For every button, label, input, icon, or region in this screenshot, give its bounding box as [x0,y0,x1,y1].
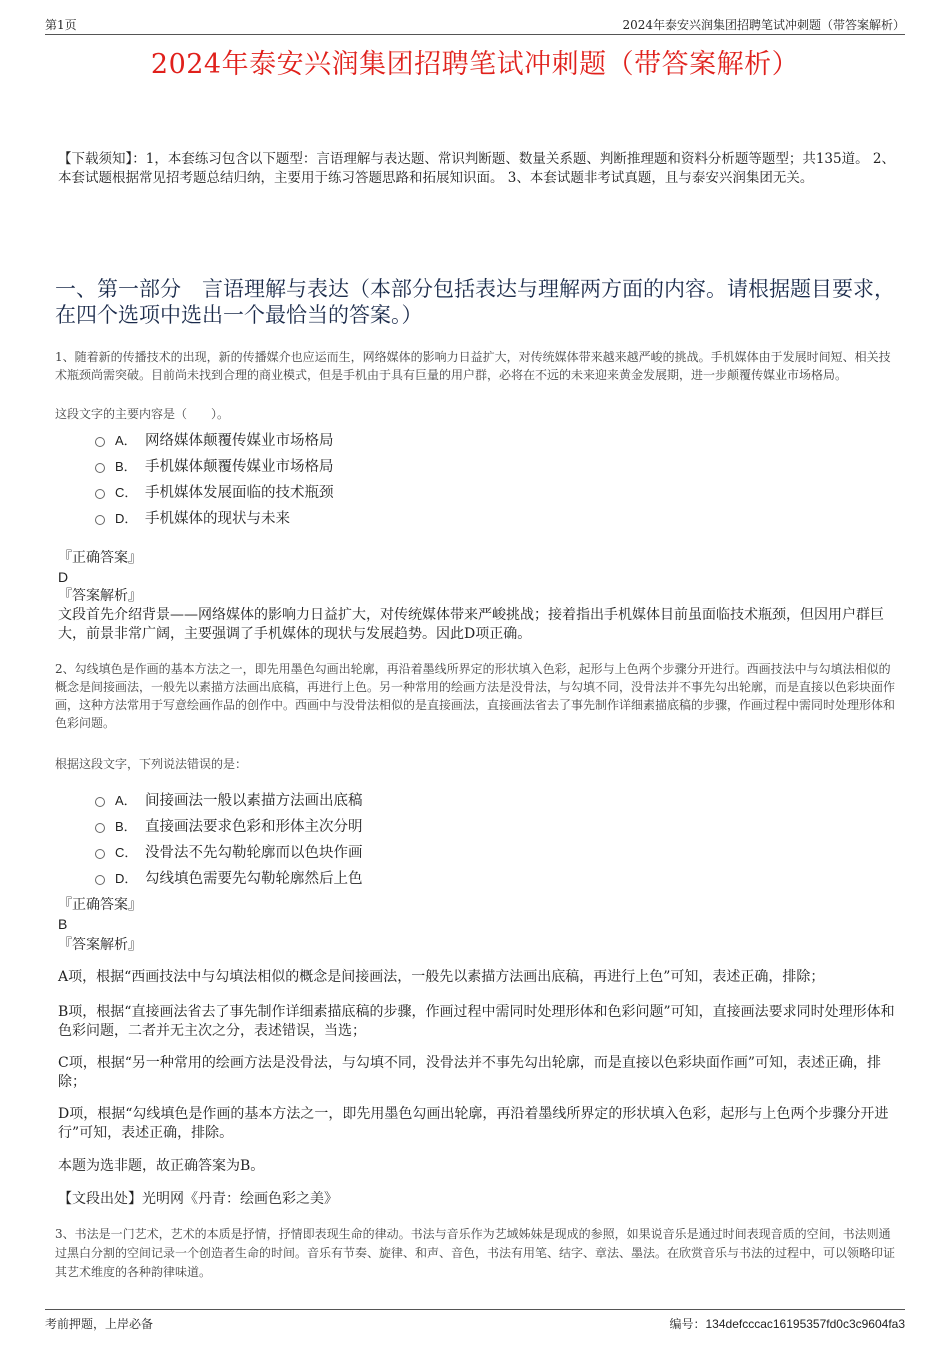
analysis-item-a: A项，根据“西画技法中与勾填法相似的概念是间接画法，一般先以素描方法画出底稿，再进行上色”可知，表述正确，排除； [58,969,825,985]
analysis-conclusion: 本题为选非题，故正确答案为B。 [58,1158,265,1174]
question-2-options [95,786,795,890]
option-c[interactable]: C． 没骨法不先勾勒轮廓而以色块作画 [95,838,795,864]
page-number: 第1页 [45,18,77,32]
analysis-text: 文段首先介绍背景——网络媒体的影响力日益扩大，对传统媒体带来严峻挑战；接着指出手机媒体目前虽面临技术瓶颈，但因用户群巨大，前景非常广阔，主要强调了手机媒体的现状与发展趋势。因此D项正确。 [58,607,884,642]
radio-icon[interactable] [95,489,105,499]
question-1-stem: 1、随着新的传播技术的出现，新的传播媒介也应运而生，网络媒体的影响力日益扩大，对传统媒体带来越来越严峻的挑战。手机媒体由于发展时间短、相关技术瓶颈尚需突破。目前尚未找到合理的商业模式，但是手机由于具有巨量的用户群，必将在不远的未来迎来黄金发展期，进一步颠覆传媒业市场格局。 [55,350,891,382]
option-d[interactable]: D． 勾线填色需要先勾勒轮廓然后上色 [95,864,795,890]
correct-answer: D [58,569,69,585]
option-d[interactable]: D． 手机媒体的现状与未来 [95,504,795,530]
analysis-item-b: B项，根据“直接画法省去了事先制作详细素描底稿的步骤，作画过程中需同时处理形体和色彩问题”可知，直接画法要求同时处理形体和色彩问题，二者并无主次之分，表述错误，当选； [58,1004,895,1039]
passage-source: 【文段出处】光明网《丹青：绘画色彩之美》 [58,1191,338,1207]
radio-icon[interactable] [95,437,105,447]
option-c[interactable]: C． 手机媒体发展面临的技术瓶颈 [95,478,795,504]
question-2-answer-block [58,896,898,955]
page-footer [45,1309,905,1334]
correct-answer: B [58,916,68,932]
radio-icon[interactable] [95,797,105,807]
footer-slogan: 考前押题，上岸必备 [45,1317,154,1331]
header-doc-title: 2024年泰安兴润集团招聘笔试冲刺题（带答案解析） [622,18,905,32]
download-notice: 【下载须知】：1，本套练习包含以下题型：言语理解与表达题、常识判断题、数量关系题、判断推理题和资料分析题等题型；共135道。 2、本套试题根据常见招考题总结归纳，主要用于练习答题思路和拓展知识面。 3、本套试题非考试真题，且与泰安兴润集团无关。 [58,151,895,186]
document-title: 2024年泰安兴润集团招聘笔试冲刺题（带答案解析） [150,49,800,80]
option-a[interactable]: A． 网络媒体颠覆传媒业市场格局 [95,426,795,452]
section-heading: 一、第一部分 言语理解与表达（本部分包括表达与理解两方面的内容。请根据题目要求，在四个选项中选出一个最恰当的答案。） [55,277,895,327]
option-b[interactable]: B． 手机媒体颠覆传媒业市场格局 [95,452,795,478]
radio-icon[interactable] [95,515,105,525]
page-header [45,14,905,35]
radio-icon[interactable] [95,849,105,859]
radio-icon[interactable] [95,463,105,473]
radio-icon[interactable] [95,875,105,885]
answer-label: 『正确答案』 [58,550,142,566]
analysis-label: 『答案解析』 [58,588,142,604]
option-a[interactable]: A． 间接画法一般以素描方法画出底稿 [95,786,795,812]
document-code: 编号：134defcccac16195357fd0c3c9604fa3 [669,1317,905,1331]
analysis-label: 『答案解析』 [58,937,142,953]
analysis-item-d: D项，根据“勾线填色是作画的基本方法之一，即先用墨色勾画出轮廓，再沿着墨线所界定的形状填入色彩，起形与上色两个步骤分开进行”可知，表述正确，排除。 [58,1106,889,1141]
question-2-stem: 2、勾线填色是作画的基本方法之一，即先用墨色勾画出轮廓，再沿着墨线所界定的形状填入色彩，起形与上色两个步骤分开进行。西画技法中与勾填法相似的概念是间接画法，一般先以素描方法画出底稿，再进行上色。另一种常用的绘画方法是没骨法，与勾填不同，没骨法并不事先勾出轮廓，而是直接以色彩块面作画，这种方法常用于写意绘画作品的创作中。西画中与没骨法相似的是直接画法，直接画法省去了事先制作详细素描底稿的步骤，作画过程中需同时处理形体和色彩问题。 [55,662,896,730]
option-b[interactable]: B． 直接画法要求色彩和形体主次分明 [95,812,795,838]
question-1-prompt: 这段文字的主要内容是（ ）。 [55,407,230,421]
radio-icon[interactable] [95,823,105,833]
question-1-options [95,426,795,530]
question-2-prompt: 根据这段文字，下列说法错误的是： [55,757,248,771]
analysis-item-c: C项，根据“另一种常用的绘画方法是没骨法，与勾填不同，没骨法并不事先勾出轮廓，而是直接以色彩块面作画”可知，表述正确，排除； [58,1055,882,1090]
question-1-answer-block [58,549,898,644]
question-3-stem: 3、书法是一门艺术，艺术的本质是抒情，抒情即表现生命的律动。书法与音乐作为艺域姊妹是现成的参照，如果说音乐是通过时间表现音质的空间，书法则通过黑白分割的空间记录一个创造者生命的时间。音乐有节奏、旋律、和声、音色，书法有用笔、结字、章法、墨法。在欣赏音乐与书法的过程中，可以领略印证其艺术维度的各种韵律味道。 [55,1227,896,1279]
answer-label: 『正确答案』 [58,897,142,913]
